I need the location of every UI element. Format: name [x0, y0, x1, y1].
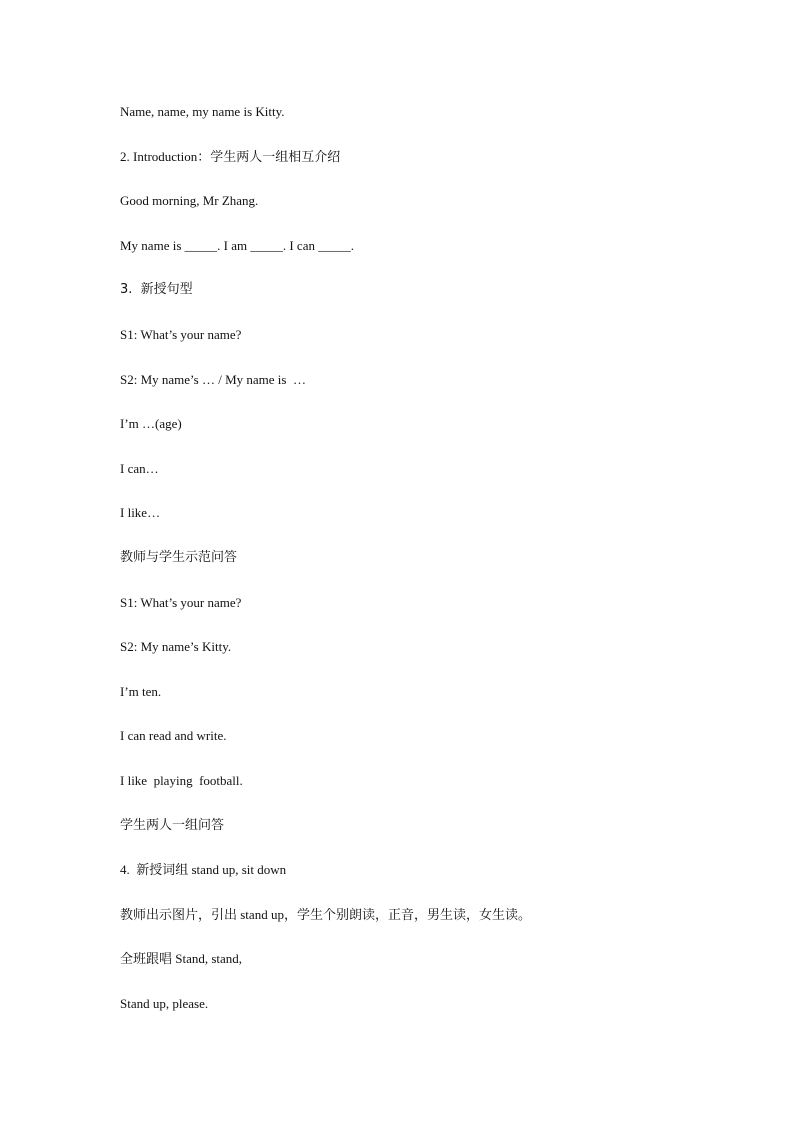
dialogue-line: S1: What’s your name? — [120, 326, 242, 342]
dialogue-line: S1: What’s your name? — [120, 594, 242, 610]
document-body — [120, 102, 700, 1038]
text-line: Name, name, my name is Kitty. — [120, 104, 285, 119]
text-line: I like… — [120, 505, 161, 521]
instruction-line: 教师与学生示范问答 — [120, 549, 238, 565]
fill-in-sentence: My name is _____. I am _____. I can _____. — [120, 237, 354, 253]
text-line: Stand up, please. — [120, 995, 209, 1011]
section-heading-new-sentences: 3. 新授句型 — [120, 282, 193, 298]
instruction-line: 学生两人一组问答 — [120, 817, 225, 833]
text-line: I like playing football. — [120, 772, 243, 788]
text-line: I’m ten. — [120, 683, 162, 699]
dialogue-line: S2: My name’s … / My name is … — [120, 371, 306, 387]
text-line: I can… — [120, 460, 159, 476]
text-line: Good morning, Mr Zhang. — [120, 193, 259, 209]
text-line: 全班跟唱 Stand, stand, — [120, 951, 243, 967]
text-line: I’m …(age) — [120, 416, 182, 432]
dialogue-line: S2: My name’s Kitty. — [120, 639, 232, 655]
section-heading-introduction: 2. Introduction：学生两人一组相互介绍 — [120, 148, 341, 164]
text-line: I can read and write. — [120, 728, 227, 744]
section-heading-new-phrases: 4. 新授词组 stand up, sit down — [120, 862, 287, 878]
instruction-line: 教师出示图片，引出 stand up，学生个别朗读，正音，男生读，女生读。 — [120, 906, 531, 922]
